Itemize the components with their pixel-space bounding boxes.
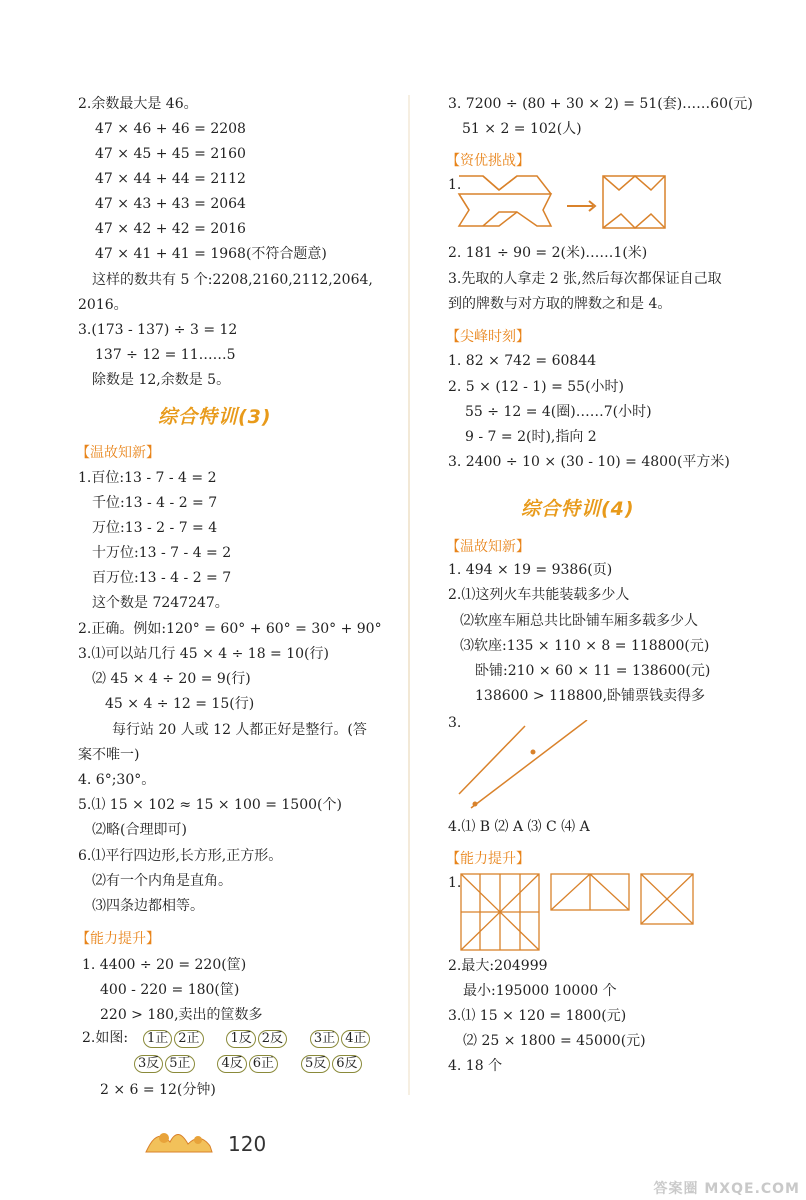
text-line: 4. 18 个 [448, 1058, 503, 1074]
oval-label: 4反 [217, 1055, 246, 1073]
text-line: 4. 6°;30°。 [78, 772, 156, 788]
text-line: 2.最大:204999 [448, 958, 548, 974]
section-header-label: 资优挑战 [460, 153, 516, 169]
text-line: 3.(173 - 137) ÷ 3 = 12 [78, 322, 238, 338]
text-line: 案不唯一) [78, 747, 140, 763]
text-line: 除数是 12,余数是 5。 [92, 372, 231, 388]
section-header: 【资优挑战】 [446, 153, 530, 169]
text-line: 3.⑴ 15 × 120 = 1800(元) [448, 1008, 627, 1024]
text-line: 3.先取的人拿走 2 张,然后每次都保证自己取 [448, 271, 722, 287]
text-line: 最小:195000 10000 个 [463, 983, 617, 999]
oval-label: 6反 [332, 1055, 361, 1073]
section-header-label: 温故知新 [90, 445, 146, 461]
text-line: 2 × 6 = 12(分钟) [100, 1082, 216, 1098]
shape-transform-figure [455, 170, 695, 232]
text-line: ⑵软座车厢总共比卧铺车厢多载多少人 [460, 613, 698, 629]
text-line: ⑶四条边都相等。 [92, 898, 204, 914]
oval-label: 1反 [226, 1030, 255, 1048]
text-line: 4.⑴ B ⑵ A ⑶ C ⑷ A [448, 819, 590, 835]
text-line: ⑶软座:135 × 110 × 8 = 118800(元) [460, 638, 710, 654]
text-line: 十万位:13 - 7 - 4 = 2 [92, 545, 232, 561]
text-line: 3. 2400 ÷ 10 × (30 - 10) = 4800(平方米) [448, 454, 730, 470]
section-header: 【尖峰时刻】 [446, 329, 530, 345]
parallel-lines-figure [455, 720, 595, 812]
section-title: 综合特训(3) [158, 406, 272, 428]
text-line: 2.⑴这列火车共能装载多少人 [448, 587, 630, 603]
text-line: 卧铺:210 × 60 × 11 = 138600(元) [475, 663, 711, 679]
text-line: 2.正确。例如:120° = 60° + 60° = 30° + 90° [78, 621, 382, 637]
text-line: 47 × 46 + 46 = 2208 [95, 121, 246, 137]
text-line: 百万位:13 - 4 - 2 = 7 [92, 570, 232, 586]
text-line: 6.⑴平行四边形,长方形,正方形。 [78, 848, 283, 864]
text-line: 1. 82 × 742 = 60844 [448, 353, 597, 369]
oval-label: 2反 [258, 1030, 287, 1048]
text-line: 2.余数最大是 46。 [78, 96, 198, 112]
text-line: ⑵有一个内角是直角。 [92, 873, 232, 889]
section-header: 【温故知新】 [76, 445, 160, 461]
text-line: 51 × 2 = 102(人) [462, 121, 582, 137]
oval-label: 2正 [174, 1030, 203, 1048]
text-line: 这样的数共有 5 个:2208,2160,2112,2064, [92, 272, 373, 288]
text-line: 220 > 180,卖出的筐数多 [100, 1007, 263, 1023]
text-line: 45 × 4 ÷ 12 = 15(行) [105, 696, 255, 712]
oval-label: 5反 [301, 1055, 330, 1073]
text-line: ⑵略(合理即可) [92, 822, 187, 838]
text-line: 137 ÷ 12 = 11……5 [95, 347, 236, 363]
section-header: 【能力提升】 [76, 931, 160, 947]
text-label: 2.如图: [82, 1030, 129, 1046]
text-line: 3. [448, 715, 462, 731]
square-division-figure [459, 872, 699, 954]
text-line: 47 × 45 + 45 = 2160 [95, 146, 246, 162]
text-line: 138600 > 118800,卧铺票钱卖得多 [475, 688, 705, 704]
section-title: 综合特训(4) [521, 498, 635, 520]
section-header-label: 能力提升 [460, 851, 516, 867]
text-line: 47 × 43 + 43 = 2064 [95, 196, 246, 212]
section-header-label: 尖峰时刻 [460, 329, 516, 345]
text-line: 47 × 41 + 41 = 1968(不符合题意) [95, 246, 327, 262]
oval-label: 5正 [165, 1055, 194, 1073]
text-line: 1. 494 × 19 = 9386(页) [448, 562, 613, 578]
text-line: 1.百位:13 - 7 - 4 = 2 [78, 470, 217, 486]
text-line: 5.⑴ 15 × 102 ≈ 15 × 100 = 1500(个) [78, 797, 342, 813]
oval-label: 1正 [143, 1030, 172, 1048]
text-line: 2. 5 × (12 - 1) = 55(小时) [448, 379, 624, 395]
text-line: 万位:13 - 2 - 7 = 4 [92, 520, 218, 536]
text-line: 3.⑴可以站几行 45 × 4 ÷ 18 = 10(行) [78, 646, 329, 662]
section-header: 【温故知新】 [446, 539, 530, 555]
column-divider [408, 95, 410, 1095]
oval-label: 3正 [310, 1030, 339, 1048]
section-header-label: 能力提升 [90, 931, 146, 947]
text-line: 1. [448, 875, 462, 891]
text-line: 2. 181 ÷ 90 = 2(米)……1(米) [448, 245, 648, 261]
mascot-icon [140, 1118, 230, 1158]
text-line: 每行站 20 人或 12 人都正好是整行。(答 [112, 722, 367, 738]
section-header: 【能力提升】 [446, 851, 530, 867]
section-header-label: 温故知新 [460, 539, 516, 555]
text-line: 400 - 220 = 180(筐) [100, 982, 240, 998]
text-line: ⑵ 45 × 4 ÷ 20 = 9(行) [92, 671, 251, 687]
text-line: ⑵ 25 × 1800 = 45000(元) [463, 1033, 646, 1049]
oval-label: 4正 [341, 1030, 370, 1048]
text-line: 这个数是 7247247。 [92, 595, 229, 611]
text-line: 千位:13 - 4 - 2 = 7 [92, 495, 218, 511]
text-line: 1. [448, 177, 462, 193]
text-line: 1. 4400 ÷ 20 = 220(筐) [82, 957, 247, 973]
text-line: 47 × 42 + 42 = 2016 [95, 221, 246, 237]
oval-label: 3反 [134, 1055, 163, 1073]
watermark: 答案圈 MXQE.COM [653, 1181, 800, 1197]
text-line: 47 × 44 + 44 = 2112 [95, 171, 246, 187]
text-line [134, 1053, 364, 1073]
text-line: 2016。 [78, 297, 128, 313]
page-number: 120 [228, 1132, 267, 1156]
text-line: 3. 7200 ÷ (80 + 30 × 2) = 51(套)……60(元) [448, 96, 753, 112]
oval-label: 6正 [249, 1055, 278, 1073]
text-line: 55 ÷ 12 = 4(圈)……7(小时) [465, 404, 652, 420]
text-line: 9 - 7 = 2(时),指向 2 [465, 429, 597, 445]
text-line [82, 1028, 372, 1048]
text-line: 到的牌数与对方取的牌数之和是 4。 [448, 296, 672, 312]
